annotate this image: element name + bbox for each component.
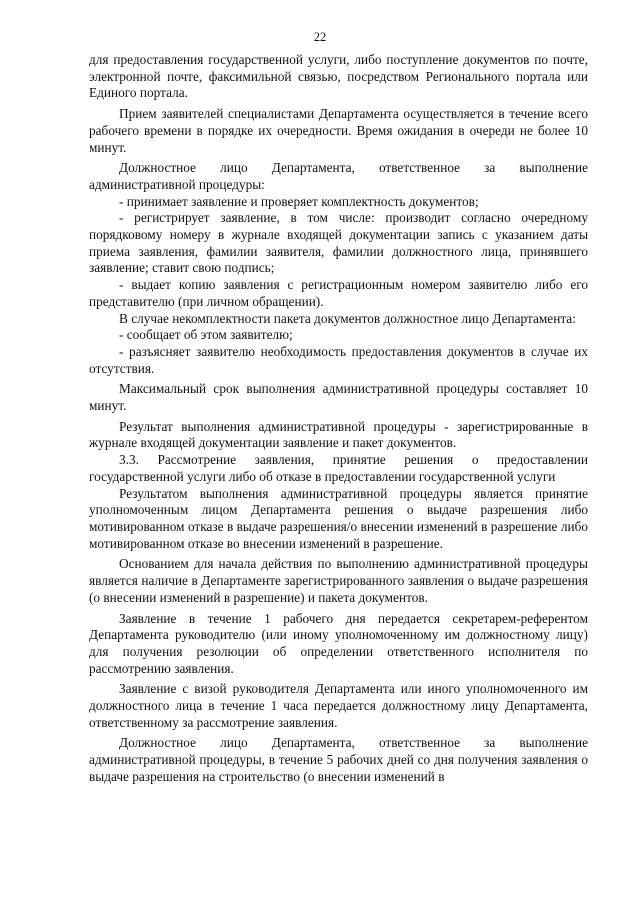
section-heading-3-3: 3.3. Рассмотрение заявления, принятие решения о предоставлении государственной услуги либо об отказе в предоставлении государственной услуги <box>89 452 588 484</box>
paragraph-visa: Заявление с визой руководителя Департамента или иного уполномоченного им должностного лица в течение 1 часа передается должностному лицу Департамента, ответственному за рассмотрение заявления. <box>89 681 588 730</box>
list-item-issues-copy: - выдает копию заявления с регистрационным номером заявителю либо его представителю (при личном обращении). <box>89 277 588 309</box>
list-item-explains: - разъясняет заявителю необходимость предоставления документов в случае их отсутствия. <box>89 343 588 376</box>
paragraph-max-time: Максимальный срок выполнения административной процедуры составляет 10 минут. <box>89 381 588 414</box>
paragraph-incomplete: В случае некомплектности пакета документов должностное лицо Департамента: <box>119 310 576 326</box>
list-item-registers: - регистрирует заявление, в том числе: производит согласно очередному порядковому номеру в журнале входящей документации запись с указанием даты приема заявления, фамилии заявителя, фамилии должностного лица, принявшего заявление; ставит свою подпись; <box>89 210 588 276</box>
paragraph-continuation: для предоставления государственной услуги, либо поступление документов по почте, электронной почте, факсимильной связью, посредством Регионального портала или Единого портала. <box>89 52 588 101</box>
paragraph-five-days: Должностное лицо Департамента, ответственное за выполнение административной процедуры, в течение 5 рабочих дней со дня получения заявления о выдаче разрешения на строительство (о внесении изменений в <box>89 735 588 784</box>
paragraph-result: Результат выполнения административной процедуры - зарегистрированные в журнале входящей документации заявление и пакет документов. <box>89 418 588 451</box>
list-item-informs: - сообщает об этом заявителю; <box>119 327 293 343</box>
list-item-accepts: - принимает заявление и проверяет комплектность документов; <box>119 193 479 209</box>
document-body <box>89 52 588 786</box>
paragraph-decision-result: Результатом выполнения административной процедуры является принятие уполномоченным лицом Департамента решения о выдаче разрешения либо мотивированном отказе в выдаче разрешения/о внесении изменений в разрешение либо мотивированном отказе во внесении изменений в разрешение. <box>89 485 588 551</box>
paragraph-reception: Прием заявителей специалистами Департамента осуществляется в течение всего рабочего времени в порядке их очередности. Время ожидания в очереди не более 10 минут. <box>89 106 588 155</box>
page-number: 22 <box>313 30 327 44</box>
paragraph-transfer-head: Заявление в течение 1 рабочего дня передается секретарем-референтом Департамента руководителю (или иному уполномоченному им должностному лицу) для получения резолюции об определении ответственного исполнителя по рассмотрению заявления. <box>89 610 588 676</box>
paragraph-basis: Основанием для начала действия по выполнению административной процедуры является наличие в Департаменте зарегистрированного заявления о выдаче разрешения (о внесении изменений в разрешение) и пакета документов. <box>89 556 588 605</box>
paragraph-official-duties: Должностное лицо Департамента, ответственное за выполнение административной процедуры: <box>89 160 588 192</box>
